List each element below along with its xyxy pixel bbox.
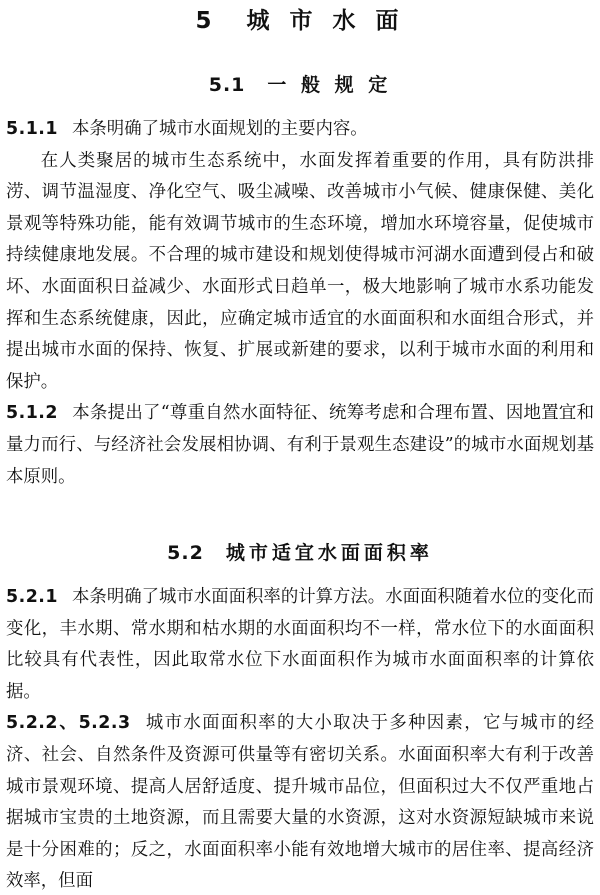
section-heading: 一 般 规 定 — [267, 74, 392, 96]
clause-number: 5.2.2、5.2.3 — [6, 713, 131, 734]
clause-number: 5.1.2 — [6, 403, 59, 424]
clause-5-1-1-paragraph: 在人类聚居的城市生态系统中，水面发挥着重要的作用，具有防洪排涝、调节温湿度、净化空气、吸尘减噪、改善城市小气候、健康保健、美化景观等特殊功能，能有效调节城市的生态环境，增加水环境容量，促使城市持续健康地发展。不合理的城市建设和规划使得城市河湖水面遭到侵占和破坏、水面面积日益减少、水面形式日趋单一，极大地影响了城市水系功能发挥和生态系统健康，因此，应确定城市适宜的水面面积和水面组合形式，并提出城市水面的保持、恢复、扩展或新建的要求，以利于城市水面的利用和保护。 — [6, 150, 594, 392]
section-number: 5.1 — [208, 74, 246, 96]
clause-number: 5.1.1 — [6, 119, 59, 139]
clause-number: 5.2.1 — [6, 587, 59, 607]
clause-5-2-1 — [6, 582, 594, 708]
section-body-5-2 — [6, 582, 594, 895]
chapter-title: 5 城 市 水 面 — [195, 8, 405, 34]
section-title-5-1 — [0, 70, 600, 100]
section-title-5-2 — [0, 538, 600, 568]
clause-5-1-1 — [6, 114, 594, 146]
clause-lead-text: 本条明确了城市水面面积率的计算方法。水面面积随着水位的变化而变化，丰水期、常水期和枯水期的水面面积均不一样，常水位下的水面面积比较具有代表性，因此取常水位下水面面积作为城市水面面积率的计算依据。 — [6, 587, 594, 702]
clause-lead-text: 城市水面面积率的大小取决于多种因素，它与城市的经济、社会、自然条件及资源可供量等有密切关系。水面面积率大有利于改善城市景观环境、提高人居舒适度、提升城市品位，但面积过大不仅严重地占据城市宝贵的土地资源，而且需要大量的水资源，这对水资源短缺城市来说是十分困难的；反之，水面面积率小能有效地增大城市的居住率、提高经济效率，但面 — [6, 713, 594, 892]
clause-5-2-2 — [6, 708, 594, 895]
clause-lead-text: 本条提出了“尊重自然水面特征、统筹考虑和合理布置、因地置宜和量力而行、与经济社会发展相协调、有利于景观生态建设”的城市水面规划基本原则。 — [6, 403, 594, 487]
clause-5-1-2 — [6, 398, 594, 493]
clause-lead-text: 本条明确了城市水面规划的主要内容。 — [72, 119, 368, 139]
section-body-5-1 — [6, 114, 594, 493]
section-number: 5.2 — [167, 542, 204, 564]
section-heading: 城市适宜水面面积率 — [225, 542, 433, 564]
